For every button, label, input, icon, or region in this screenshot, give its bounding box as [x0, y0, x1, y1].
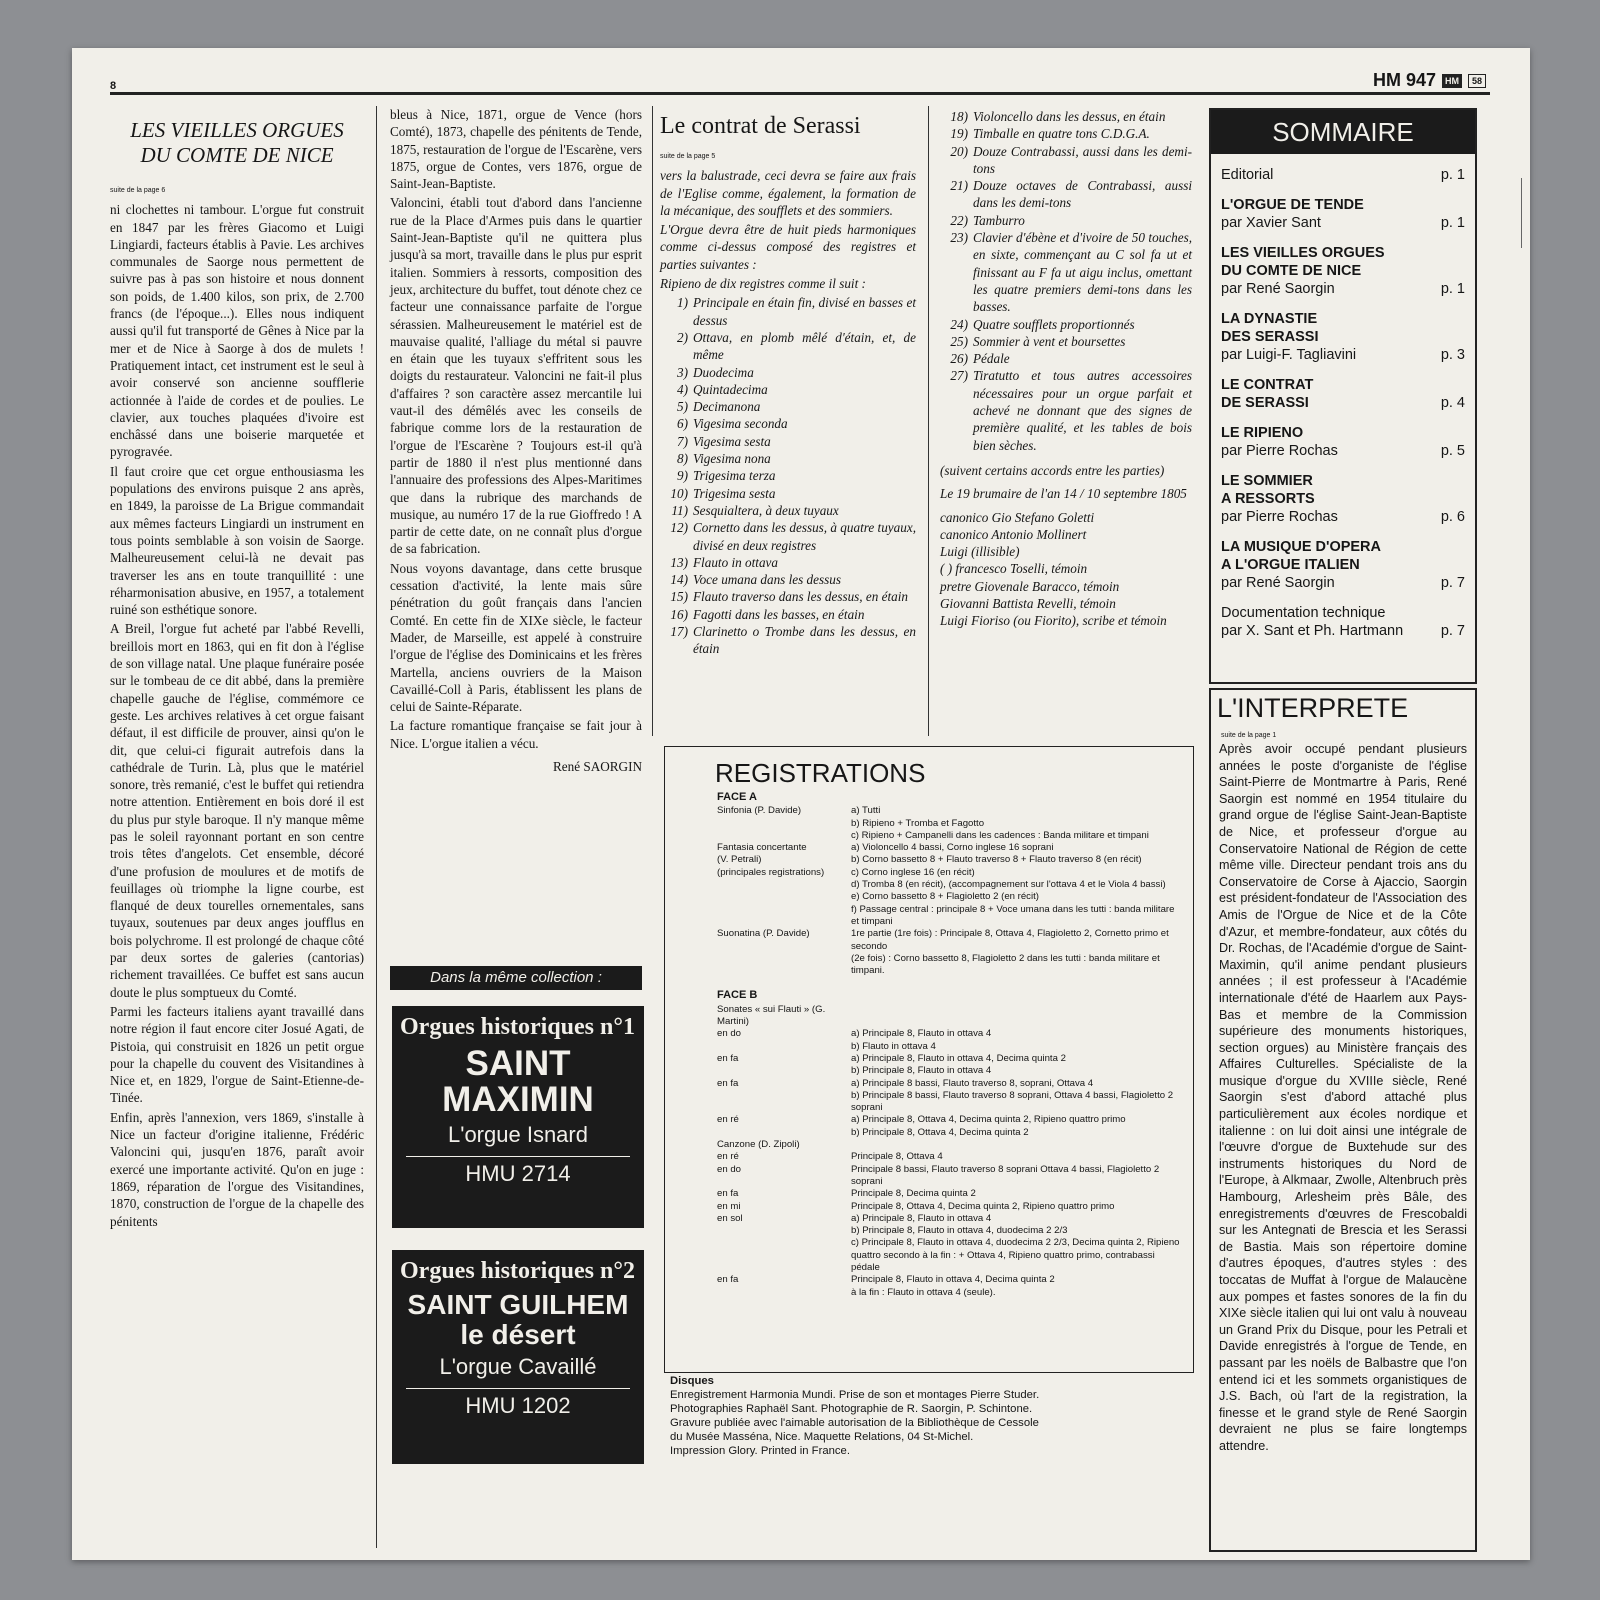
toc-title: A RESSORTS: [1221, 491, 1315, 507]
register-text: Duodecima: [693, 364, 754, 380]
face-a-registrations: [665, 805, 1193, 977]
registration-row: [665, 1287, 1193, 1299]
register-number: 4): [677, 381, 688, 397]
piece-label: [665, 1237, 851, 1274]
registration-detail: d) Tromba 8 (en récit), (accompagnement sur l'ottava 4 et le Viola 4 bassi): [851, 879, 1166, 891]
toc-page: p. 1: [1440, 215, 1465, 231]
registration-detail: b) Principale 8 bassi, Flauto traverso 8 soprani, Ottava 4 bassi, Flagioletto 2 soprani: [851, 1089, 1174, 1114]
registration-detail: b) Principale 8, Flauto in ottava 4, duodecima 2 2/3: [851, 1225, 1068, 1237]
toc-title: Editorial: [1221, 167, 1274, 183]
registration-row: [665, 1274, 1193, 1286]
registration-row: [665, 818, 1193, 830]
register-item: [660, 485, 916, 502]
toc-page: p. 7: [1440, 575, 1465, 591]
piece-label: en fa: [717, 1077, 739, 1089]
register-item: [660, 606, 916, 623]
signatory: Luigi (illisible): [940, 544, 1020, 560]
piece-label: (V. Petrali): [717, 854, 762, 866]
table-of-contents: [1209, 108, 1477, 684]
register-text: Tiratutto et tous autres accessoires nécessaires pour un orgue parfait et achevé ne donnant que des signes de première qualité, et les tables de bois bien sèches.: [973, 368, 1192, 453]
register-text: Tamburro: [973, 212, 1025, 228]
register-item: [660, 415, 916, 432]
register-text: Timballe en quatre tons C.D.G.A.: [973, 126, 1150, 142]
registration-detail: a) Principale 8, Flauto in ottava 4: [851, 1028, 992, 1040]
contrat-column-1: [660, 112, 916, 660]
registration-row: [665, 1004, 1193, 1029]
register-item: [940, 350, 1192, 367]
continued-note: suite de la page 5: [660, 153, 716, 160]
registration-detail: c) Corno inglese 16 (en récit): [851, 866, 975, 878]
continued-note: suite de la page 6: [110, 187, 166, 194]
register-number: 12): [670, 520, 688, 536]
paragraph: Enfin, après l'annexion, vers 1869, s'installe à Nice un facteur d'origine italienne, Frédéric Valoncini qui, jusqu'en 1876, paraît avoir exercé une importante activité. Qu'on en juge : 1869, réparation de l'orgue des Visitandines, 1870, construction de l'orgue de la chapelle des pénitents: [110, 1109, 364, 1229]
toc-entry: [1211, 376, 1475, 412]
piece-label: en fa: [717, 1188, 739, 1200]
register-item: [940, 108, 1192, 125]
registration-row: [665, 1078, 1193, 1090]
toc-page: p. 7: [1440, 623, 1465, 639]
registration-detail: b) Principale 8, Flauto in ottava 4: [851, 1065, 992, 1077]
register-text: Cornetto dans les dessus, à quatre tuyaux, divisé en deux registres: [693, 520, 916, 553]
register-text: Fagotti dans les basses, en étain: [693, 606, 865, 622]
toc-title: DES SERASSI: [1221, 329, 1319, 345]
registration-row: [665, 1213, 1193, 1225]
register-list: [940, 108, 1192, 454]
paragraph: Valoncini, établi tout d'abord dans l'ancienne rue de la Place d'Armes puis dans le quartier Saint-Jean-Baptiste qu'il ne quittera plus jusqu'à sa mort, travaille dans le plus pur esprit italien. Sommiers à ressorts, composition des jeux, architecture du buffet, tout dénote chez ce facteur une connaissance parfaite de l'orgue sérassien. Malheureusement le matériel est de mauvaise qualité, l'alliage du métal si pauvre en étain que les tuyaux s'effritent sous les doigts du restaurateur. Valoncini ne fait-il plus d'affaires ? son caractère assez mercantile lui vaut-il des démêlés avec les conseils de fabrique comme lors de la restauration de l'orgue de l'Escarène ? Toujours est-il qu'à partir de 1880 il n'est plus mentionné dans l'annuaire des professions des Alpes-Maritimes que dans la rubrique des marchands de musique, au numéro 17 de la rue Gioffredo ! A partir de cette date, on ne connaît plus d'orgue de sa fabrication.: [390, 195, 642, 557]
album-series: Orgues historiques n°1: [400, 1014, 635, 1040]
register-text: Vigesima nona: [693, 451, 771, 467]
signatory: canonico Antonio Mollinert: [940, 526, 1087, 542]
column-divider: [928, 106, 929, 736]
register-number: 19): [950, 126, 968, 142]
registration-row: [665, 805, 1193, 817]
album-subtitle: L'orgue Cavaillé: [439, 1354, 597, 1379]
registration-row: [665, 1041, 1193, 1053]
registration-row: [665, 1188, 1193, 1200]
registration-detail: a) Principale 8, Ottava 4, Decima quinta 2, Ripieno quattro primo: [851, 1114, 1126, 1126]
registration-detail: Principale 8, Ottava 4, Decima quinta 2, Ripieno quattro primo: [851, 1200, 1115, 1212]
registration-row: [665, 830, 1193, 842]
toc-title: LE SOMMIER: [1221, 473, 1313, 489]
credits-line: du Musée Masséna, Nice. Maquette Relations, 04 St-Michel.: [670, 1431, 974, 1443]
register-number: 10): [670, 485, 688, 501]
registration-detail: Principale 8, Flauto in ottava 4, Decima quinta 2: [851, 1274, 1055, 1286]
toc-entry: [1211, 196, 1475, 232]
face-a-label: FACE A: [717, 791, 757, 803]
paragraph: Parmi les facteurs italiens ayant travaillé dans notre région il faut encore citer Josué Agati, de Pistoia, qui construisit en 1826 un petit orgue pour la chapelle du couvent des Visitandines à Nice et, en 1829, l'orgue de Saint-Etienne-de-Tinée.: [110, 1003, 364, 1106]
register-text: Flauto in ottava: [693, 554, 778, 570]
registration-detail: 1re partie (1re fois) : Principale 8, Ottava 4, Flagioletto 2, Cornetto primo et secondo: [851, 928, 1169, 952]
register-item: [660, 294, 916, 329]
register-text: Douze Contrabassi, aussi dans les demi-tons: [973, 143, 1192, 176]
register-number: 8): [677, 451, 688, 467]
registration-detail: Principale 8 bassi, Flauto traverso 8 soprani Ottava 4 bassi, Flagioletto 2 soprani: [851, 1163, 1160, 1187]
toc-entry: [1211, 424, 1475, 460]
toc-title: LE CONTRAT: [1221, 377, 1314, 393]
paragraph: La facture romantique française se fait jour à Nice. L'orgue italien a vécu.: [390, 718, 642, 751]
register-number: 6): [677, 416, 688, 432]
credits-heading: Disques: [670, 1375, 714, 1387]
register-item: [940, 212, 1192, 229]
register-list: [660, 294, 916, 657]
register-number: 14): [670, 572, 688, 588]
register-number: 7): [677, 433, 688, 449]
register-number: 27): [950, 368, 968, 384]
album-series: Orgues historiques n°2: [400, 1258, 635, 1284]
signatory: canonico Gio Stefano Goletti: [940, 509, 1095, 525]
toc-title: LA DYNASTIE: [1221, 311, 1318, 327]
register-text: Trigesima terza: [693, 468, 776, 484]
credits: [670, 1374, 1190, 1458]
album-subtitle: L'orgue Isnard: [448, 1122, 588, 1147]
register-text: Ottava, en plomb mêlé d'étain, et, de même: [693, 329, 916, 363]
article-signature: René SAORGIN: [552, 758, 642, 774]
registrations-title: REGISTRATIONS: [715, 758, 926, 788]
toc-title: DE SERASSI: [1221, 395, 1309, 411]
paragraph: Ripieno de dix registres comme il suit :: [660, 276, 866, 292]
credits-line: Enregistrement Harmonia Mundi. Prise de son et montages Pierre Studer.: [670, 1389, 1040, 1401]
register-number: 15): [670, 589, 688, 605]
registration-detail: c) Principale 8, Flauto in ottava 4, duodecima 2 2/3, Decima quinta 2, Ripieno quattro secondo à la fin : + Ottava 4, Ripieno quattro primo, contrabassi pédale: [851, 1237, 1180, 1273]
register-item: [660, 398, 916, 415]
page-number: 8: [110, 80, 117, 92]
binding-edge: [1521, 178, 1530, 248]
paragraph: Le 19 brumaire de l'an 14 / 10 septembre 1805: [940, 486, 1187, 502]
album-card: [392, 1250, 644, 1464]
registration-row: [665, 928, 1193, 953]
register-number: 13): [670, 554, 688, 570]
register-item: [660, 554, 916, 571]
paragraph: L'Orgue devra être de huit pieds harmoniques comme ci-dessus composé des registres et parties suivantes :: [660, 222, 916, 272]
piece-label: Suonatina (P. Davide): [717, 928, 810, 940]
credits-line: Impression Glory. Printed in France.: [670, 1445, 850, 1457]
registration-row: [665, 867, 1193, 879]
registration-detail: a) Principale 8, Flauto in ottava 4, Decima quinta 2: [851, 1052, 1066, 1064]
register-item: [660, 433, 916, 450]
toc-page: p. 4: [1440, 395, 1465, 411]
register-text: Clarinetto o Trombe dans les dessus, en étain: [693, 624, 916, 657]
registration-row: [665, 953, 1193, 978]
interprete-box: [1209, 688, 1477, 1552]
register-number: 21): [950, 178, 968, 194]
column-divider: [652, 106, 653, 736]
register-text: Sommier à vent et boursettes: [973, 333, 1126, 349]
piece-label: Canzone (D. Zipoli): [717, 1139, 800, 1151]
register-number: 9): [677, 468, 688, 484]
register-item: [660, 571, 916, 588]
article-column-2: [390, 106, 642, 775]
article-column-1: [110, 118, 364, 1232]
registration-detail: a) Violoncello 4 bassi, Corno inglese 16 soprani: [851, 842, 1054, 854]
registration-row: [665, 1028, 1193, 1040]
hm-logo-box: 58: [1468, 74, 1486, 88]
face-b-label: FACE B: [717, 989, 758, 1002]
toc-entry: [1211, 166, 1475, 184]
toc-author: par X. Sant et Ph. Hartmann: [1221, 623, 1404, 639]
album-catalog: HMU 2714: [406, 1156, 630, 1187]
register-text: Voce umana dans les dessus: [693, 572, 841, 588]
registration-row: [665, 842, 1193, 854]
registration-row: [665, 1114, 1193, 1126]
toc-title: LE RIPIENO: [1221, 425, 1304, 441]
register-item: [660, 364, 916, 381]
toc-entry: [1211, 310, 1475, 364]
piece-label: Sonates « sui Flauti » (G. Martini): [717, 1003, 826, 1028]
registration-detail: b) Flauto in ottava 4: [851, 1040, 936, 1052]
credits-line: Photographies Raphaël Sant. Photographie de R. Saorgin, P. Schintone.: [670, 1403, 1033, 1415]
piece-label: [665, 904, 851, 929]
register-text: Douze octaves de Contrabassi, aussi dans les demi-tons: [973, 178, 1192, 211]
column-divider: [376, 106, 377, 1548]
registration-detail: b) Principale 8, Ottava 4, Decima quinta 2: [851, 1126, 1029, 1138]
register-number: 20): [950, 143, 968, 159]
registration-row: [665, 1127, 1193, 1139]
hm-logo: HM: [1442, 74, 1462, 88]
registration-row: [665, 1237, 1193, 1274]
register-item: [660, 623, 916, 658]
registration-row: [665, 1065, 1193, 1077]
registration-detail: (2e fois) : Corno bassetto 8, Flagioletto 2 dans les tutti : banda militare et timpani.: [851, 952, 1160, 977]
register-number: 18): [950, 109, 968, 124]
signatory: Luigi Fioriso (ou Fiorito), scribe et témoin: [940, 613, 1167, 629]
piece-label: (principales registrations): [717, 866, 825, 878]
piece-label: [665, 1287, 851, 1299]
registration-row: [665, 891, 1193, 903]
piece-label: [665, 830, 851, 842]
register-item: [940, 316, 1192, 333]
paragraph: (suivent certains accords entre les parties): [940, 462, 1165, 478]
toc-title: A L'ORGUE ITALIEN: [1221, 557, 1360, 573]
register-item: [660, 450, 916, 467]
registration-detail: Principale 8, Ottava 4: [851, 1151, 943, 1163]
toc-entry: [1211, 604, 1475, 640]
toc-author: par Pierre Rochas: [1221, 443, 1338, 459]
registration-row: [665, 904, 1193, 929]
registration-row: [665, 854, 1193, 866]
registration-detail: e) Corno bassetto 8 + Flagioletto 2 (en récit): [851, 891, 1039, 903]
register-text: Violoncello dans les dessus, en étain: [973, 109, 1166, 124]
piece-label: en sol: [717, 1212, 743, 1224]
registrations-box: [664, 746, 1194, 1373]
piece-label: en ré: [717, 1151, 739, 1163]
toc-title: L'ORGUE DE TENDE: [1221, 197, 1364, 213]
registration-row: [665, 1139, 1193, 1151]
interprete-text: Après avoir occupé pendant plusieurs années le poste d'organiste de l'église Saint-Pierre de Montmartre à Paris, René Saorgin est nommé en 1954 titulaire du grand orgue de l'église Saint-Jean-Baptiste de Nice, et professeur d'orgue au Conservatoire National de Région de cette même ville. Directeur pendant trois ans du Conservatoire de Corse à Ajaccio, Saorgin est président-fondateur de l'Association des Amis de l'Orgue de Nice et de la Côte d'Azur, et membre-fondateur, aux côtés du Dr. Rochas, de l'Académie d'orgue de Saint-Maximin, qu'il anime pendant plusieurs années ; il est professeur à l'Académie internationale d'été de Haarlem aux Pays-Bas et membre de la Commission supérieure des monuments historiques, section orgues) au Ministère français des Affaires Culturelles. Spécialiste de la musique d'orgue du XVIIIe siècle, René Saorgin s'est d'abord attaché plus particulièrement aux écoles nordique et italienne : on lui doit ainsi une intégrale de l'œuvre d'orgue de Buxtehude sur des instruments historiques du Nord de l'Europe, à Alkmaar, Zwolle, Altenbruch près Hambourg, Arlesheim près Bâle, des enregistrements d'œuvres de Frescobaldi sur les Antegnati de Brescia et les Serassi de Bastia. Mais son répertoire domine d'autres époques, d'autres styles : des toccatas de Muffat à l'orgue de Malaucène aux pompes et fastes sonores de la fin du XIXe siècle italien qui lui ont valu à nouveau un Grand Prix du Disque, pour les Petrali et Davide enregistrés à l'orgue de Tende, en passant par les noëls de Balbastre que l'on entend ici et les sommets organistiques de J.S. Bach, où l'art de la registration, la finesse et le grand style de René Saorgin devraient ne plus se faire longtemps attendre.: [1219, 742, 1467, 1453]
register-item: [660, 502, 916, 519]
register-text: Principale en étain fin, divisé en basses et dessus: [693, 295, 916, 328]
toc-author: par René Saorgin: [1221, 281, 1335, 297]
toc-page: p. 1: [1440, 167, 1465, 183]
register-text: Trigesima sesta: [693, 485, 776, 501]
piece-label: en do: [717, 1028, 742, 1040]
toc-page: p. 6: [1440, 509, 1465, 525]
catalog-header: [1373, 70, 1486, 91]
piece-label: [665, 1090, 851, 1115]
toc-page: p. 3: [1440, 347, 1465, 363]
album-card: [392, 1006, 644, 1228]
booklet-page: [72, 48, 1530, 1560]
registration-detail: b) Corno bassetto 8 + Flauto traverso 8 + Flauto traverso 8 (en récit): [851, 854, 1142, 866]
registration-detail: Principale 8, Decima quinta 2: [851, 1188, 976, 1200]
contrat-column-2: [940, 106, 1192, 630]
register-item: [660, 519, 916, 554]
collection-tag: Dans la même collection :: [390, 966, 642, 990]
piece-label: Sinfonia (P. Davide): [717, 805, 802, 817]
register-text: Decimanona: [693, 399, 761, 415]
signatory: Giovanni Battista Revelli, témoin: [940, 596, 1116, 612]
register-number: 2): [677, 329, 688, 345]
register-number: 5): [677, 399, 688, 415]
piece-label: [665, 1127, 851, 1139]
piece-label: en fa: [717, 1274, 739, 1286]
paragraph: Il faut croire que cet orgue enthousiasma les populations des environs puisque 2 ans après, en 1849, la paroisse de La Brigue commandait aux mêmes facteurs Lingiardi un instrument en tous points semblable à son voisin de Saorge. Malheureusement celui-là ne devait pas traverser les ans en toute tranquillité : une réharmonisation abusive, en 1957, a totalement ruiné son esthétique sonore.: [110, 463, 364, 618]
register-number: 17): [670, 624, 688, 640]
register-item: [660, 588, 916, 605]
register-text: Clavier d'ébène et d'ivoire de 50 touches, en sixte, commençant au C sol fa ut et finissant au F fa ut aigu inclus, omettant les quatre premiers demi-tons dans les basses.: [973, 230, 1192, 315]
toc-entry: [1211, 244, 1475, 298]
piece-label: [665, 1225, 851, 1237]
toc-entry: [1211, 472, 1475, 526]
registration-row: [665, 1151, 1193, 1163]
signatory: pretre Giovenale Baracco, témoin: [940, 578, 1120, 594]
signatories: [940, 509, 1192, 630]
register-text: Vigesima seconda: [693, 416, 788, 432]
register-text: Sesquialtera, à deux tuyaux: [693, 502, 839, 518]
piece-label: [665, 891, 851, 903]
registration-detail: [851, 1004, 1193, 1029]
toc-title: Documentation technique: [1221, 605, 1386, 621]
registration-detail: f) Passage central : principale 8 + Voce umana dans les tutti : banda militare et timpani: [851, 903, 1175, 927]
register-number: 11): [671, 502, 688, 518]
header-rule: [110, 92, 1490, 95]
registration-row: [665, 1164, 1193, 1189]
registration-row: [665, 879, 1193, 891]
paragraph: Nous voyons davantage, dans cette brusque cessation d'activité, la lente mais sûre pénétration du goût français dans l'ancien Comté. En cette fin de XIXe siècle, le facteur Mader, de Marseille, est appelé à construire l'orgue de l'église des Dominicains et les frères Martella, anciens ouvriers de la Maison Cavaillé-Coll à Paris, établissent les plans de celui de Sainte-Réparate.: [390, 560, 642, 715]
register-text: Vigesima sesta: [693, 433, 771, 449]
toc-author: par Pierre Rochas: [1221, 509, 1338, 525]
signatory: ( ) francesco Toselli, témoin: [940, 561, 1088, 577]
register-item: [940, 229, 1192, 315]
register-item: [940, 333, 1192, 350]
register-item: [660, 467, 916, 484]
piece-label: en ré: [717, 1114, 739, 1126]
piece-label: en mi: [717, 1200, 741, 1212]
album-place: SAINT MAXIMIN: [442, 1044, 594, 1119]
album-catalog: HMU 1202: [406, 1388, 630, 1419]
register-number: 24): [950, 316, 968, 332]
piece-label: [665, 879, 851, 891]
register-item: [660, 329, 916, 364]
paragraph: A Breil, l'orgue fut acheté par l'abbé Revelli, breillois mort en 1863, qui en fit don à l'église de son village natal. Une plaque funéraire posée sur le tombeau de ce dit abbé, dans la première chapelle gauche de l'église, commémore ce geste. Les archives relatives à cet orgue faisant défaut, il est difficile de prouver, ainsi qu'on le dit, que celui-ci figurait autrefois dans la cathédrale de Turin. Là, plus que le matériel sonore, très remanié, c'est le buffet qui retiendra notre attention. Entièrement en bois doré il est du plus pur style baroque. Il n'y manque même pas le soleil rayonnant portant en son centre trois têtes d'angelots. Cet ensemble, décoré d'une profusion de moulures et de motifs de feuillages où triomphe la ligne courbe, est flanqué de deux tourelles ornementales, sans tuyaux, soutenues par deux anges joufflus en bois polychrome. Il est prolongé de chaque côté par deux sortes de galeries (cantorias) richement travaillées. Ce buffet est sans aucun doute le plus somptueux du Comté.: [110, 621, 364, 1000]
paragraph: bleus à Nice, 1871, orgue de Vence (hors Comté), 1873, chapelle des pénitents de Tende, 1875, restauration de l'orgue de l'Escarène, vers 1875, orgue de Contes, vers 1876, orgue de Saint-Jean-Baptiste.: [390, 107, 642, 192]
credits-line: Gravure publiée avec l'aimable autorisation de la Bibliothèque de Cessole: [670, 1417, 1039, 1429]
registration-detail: a) Tutti: [851, 805, 881, 817]
registration-detail: a) Principale 8 bassi, Flauto traverso 8, soprani, Ottava 4: [851, 1077, 1094, 1089]
registration-detail: [851, 1139, 1193, 1151]
register-item: [940, 177, 1192, 212]
piece-label: [665, 953, 851, 978]
register-item: [940, 143, 1192, 178]
registration-row: [665, 1053, 1193, 1065]
toc-page: p. 1: [1440, 281, 1465, 297]
face-b-registrations: [665, 1004, 1193, 1299]
registration-detail: à la fin : Flauto in ottava 4 (seule).: [851, 1286, 996, 1298]
toc-page: p. 5: [1440, 443, 1465, 459]
paragraph: vers la balustrade, ceci devra se faire aux frais de l'Eglise comme, également, la formation de la mécanique, des soufflets et des sommiers.: [660, 168, 916, 218]
registration-row: [665, 1225, 1193, 1237]
registration-row: [665, 1201, 1193, 1213]
register-text: Quatre soufflets proportionnés: [973, 316, 1135, 332]
piece-label: [665, 1041, 851, 1053]
piece-label: Fantasia concertante: [717, 842, 807, 854]
piece-label: en do: [717, 1163, 742, 1175]
continued-note: suite de la page 1: [1221, 732, 1277, 739]
toc-title: LES VIEILLES ORGUES: [1221, 245, 1385, 261]
register-text: Flauto traverso dans les dessus, en étain: [693, 589, 909, 605]
register-number: 3): [677, 364, 688, 380]
contrat-title: Le contrat de Serassi: [660, 113, 861, 139]
interprete-heading: L'INTERPRETE: [1217, 693, 1409, 723]
register-number: 26): [950, 351, 968, 367]
album-place: SAINT GUILHEM le désert: [407, 1289, 629, 1350]
registration-row: [665, 1090, 1193, 1115]
toc-entry: [1211, 538, 1475, 592]
register-text: Pédale: [973, 351, 1010, 367]
piece-label: [665, 818, 851, 830]
register-item: [660, 381, 916, 398]
catalog-number: HM 947: [1372, 70, 1436, 90]
register-item: [940, 125, 1192, 142]
toc-title: LA MUSIQUE D'OPERA: [1221, 539, 1382, 555]
register-number: 22): [950, 212, 968, 228]
registration-detail: c) Ripieno + Campanelli dans les cadences : Banda militare et timpani: [851, 829, 1149, 841]
register-number: 23): [950, 230, 968, 246]
toc-author: par Xavier Sant: [1221, 215, 1321, 231]
toc-title: DU COMTE DE NICE: [1221, 263, 1362, 279]
register-text: Quintadecima: [693, 381, 768, 397]
registration-detail: a) Principale 8, Flauto in ottava 4: [851, 1212, 992, 1224]
toc-heading: SOMMAIRE: [1211, 110, 1475, 154]
paragraph: ni clochettes ni tambour. L'orgue fut construit en 1847 par les frères Giacomo et Luigi Lingiardi, facteurs établis à Pavie. Les archives communales de Saorge nous permettent de suivre pas à pas son histoire et nous donnent son poids, de 1.400 kilos, son prix, de 2.700 francs (de l'époque...). Elles nous indiquent aussi qu'il fut transporté de Gênes à Nice par la mer et de Nice à Saorge à dos de mulets ! Pratiquement intact, cet instrument est le seul à avoir conservé son ancienne soufflerie actionnée à l'aide de cordes et de poulies. Le clavier, aux touches plaquées d'ivoire est enchâssé dans une boiserie marquetée et pyrogravée.: [110, 202, 364, 460]
register-number: 1): [677, 295, 688, 311]
toc-author: par René Saorgin: [1221, 575, 1335, 591]
toc-author: par Luigi-F. Tagliavini: [1221, 347, 1357, 363]
register-item: [940, 367, 1192, 453]
article-title: LES VIEILLES ORGUES DU COMTE DE NICE: [130, 118, 344, 167]
piece-label: [665, 1065, 851, 1077]
register-number: 16): [670, 606, 688, 622]
piece-label: en fa: [717, 1052, 739, 1064]
registration-detail: b) Ripieno + Tromba et Fagotto: [851, 817, 985, 829]
register-number: 25): [950, 333, 968, 349]
